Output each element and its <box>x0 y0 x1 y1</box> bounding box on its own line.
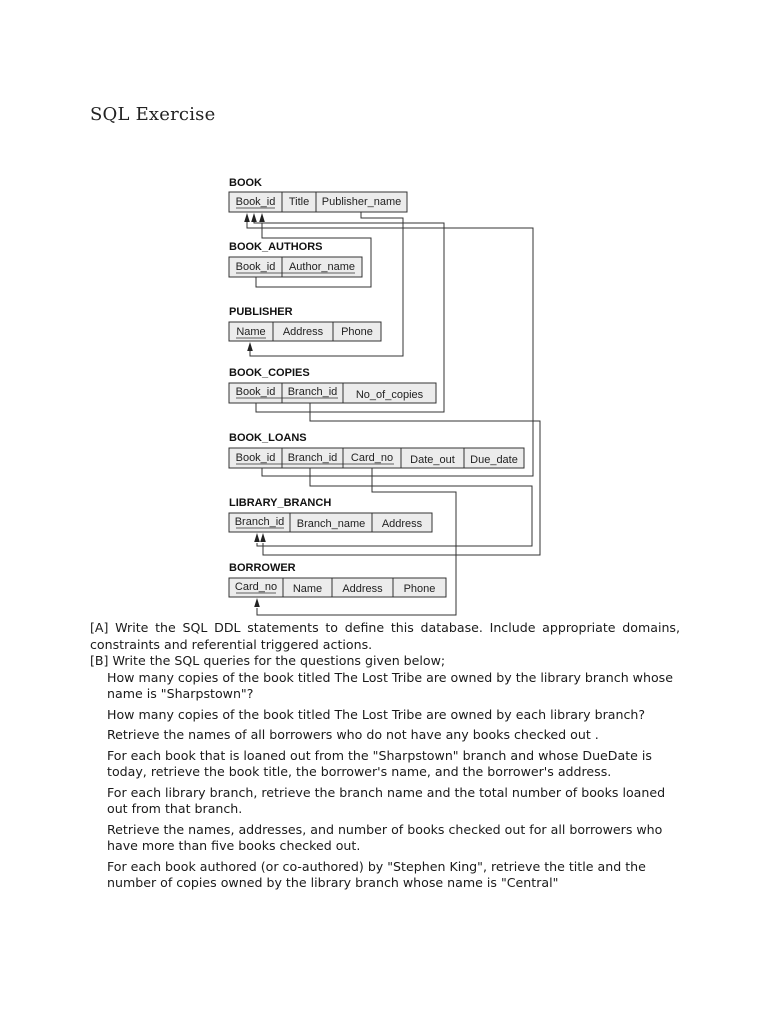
borrower-attr-name: Name <box>292 583 323 595</box>
library-branch-attr-address: Address <box>381 518 423 530</box>
library-branch-attr-branch-name: Branch_name <box>296 518 366 530</box>
exercise-text <box>90 620 680 896</box>
book-attr-title: Title <box>288 196 310 208</box>
borrower-attr-card-no: Card_no <box>234 581 278 593</box>
book-authors-attr-author-name: Author_name <box>288 261 356 273</box>
question-item: For each book authored (or co-authored) by "Stephen King", retrieve the title and the number of copies owned by the library branch whose name is "Central" <box>107 858 646 890</box>
arrowhead <box>251 213 257 222</box>
book-attr-book-id: Book_id <box>235 196 276 208</box>
table-name-book-loans: BOOK_LOANS <box>229 432 307 444</box>
arrowhead <box>259 213 265 222</box>
table-name-publisher: PUBLISHER <box>229 306 293 318</box>
arrowhead <box>247 342 253 351</box>
question-item: For each library branch, retrieve the branch name and the total number of books loaned out from that branch. <box>107 784 666 816</box>
book-copies-attr-book-id: Book_id <box>235 386 276 398</box>
part-b-instruction: [B] Write the SQL queries for the questions given below; <box>90 653 446 668</box>
table-name-book: BOOK <box>229 177 262 189</box>
page-title: SQL Exercise <box>90 104 216 125</box>
book-loans-attr-book-id: Book_id <box>235 452 276 464</box>
question-item: How many copies of the book titled The Lost Tribe are owned by the library branch whose name is "Sharpstown"? <box>107 669 673 701</box>
arrowhead <box>260 533 266 542</box>
book-loans-attr-due-date: Due_date <box>470 454 518 466</box>
question-item: How many copies of the book titled The Lost Tribe are owned by each library branch? <box>107 706 646 722</box>
table-name-borrower: BORROWER <box>229 562 296 574</box>
question-item: For each book that is loaned out from the "Sharpstown" branch and whose DueDate is today, retrieve the book title, the borrower's name, and the borrower's address. <box>107 747 652 779</box>
table-name-library-branch: LIBRARY_BRANCH <box>229 497 332 509</box>
book-loans-attr-date-out: Date_out <box>410 454 455 466</box>
arrowhead <box>254 598 260 607</box>
question-list <box>90 670 680 892</box>
book-loans-attr-branch-id: Branch_id <box>287 452 338 464</box>
question-item: Retrieve the names of all borrowers who do not have any books checked out . <box>107 727 599 742</box>
book-attr-publisher-name: Publisher_name <box>321 196 402 208</box>
borrower-attr-address: Address <box>342 583 383 595</box>
book-copies-attr-branch-id: Branch_id <box>287 386 338 398</box>
book-authors-attr-book-id: Book_id <box>235 261 276 273</box>
book-loans-attr-card-no: Card_no <box>350 452 394 464</box>
publisher-attr-phone: Phone <box>341 326 373 338</box>
publisher-attr-name: Name <box>236 326 266 338</box>
arrowhead <box>254 533 260 542</box>
question-item: Retrieve the names, addresses, and number of books checked out for all borrowers who have more than five books checked out. <box>107 821 663 853</box>
borrower-attr-phone: Phone <box>403 583 436 595</box>
book-copies-attr-no-of-copies: No_of_copies <box>355 389 424 401</box>
table-name-book-authors: BOOK_AUTHORS <box>229 241 323 253</box>
table-name-book-copies: BOOK_COPIES <box>229 367 310 379</box>
publisher-attr-address: Address <box>282 326 324 338</box>
arrowhead <box>244 213 250 222</box>
library-branch-attr-branch-id: Branch_id <box>234 516 285 528</box>
part-a-instruction: [A] Write the SQL DDL statements to define this database. Include appropriate domains, constraints and referential triggered actions. <box>90 620 680 652</box>
